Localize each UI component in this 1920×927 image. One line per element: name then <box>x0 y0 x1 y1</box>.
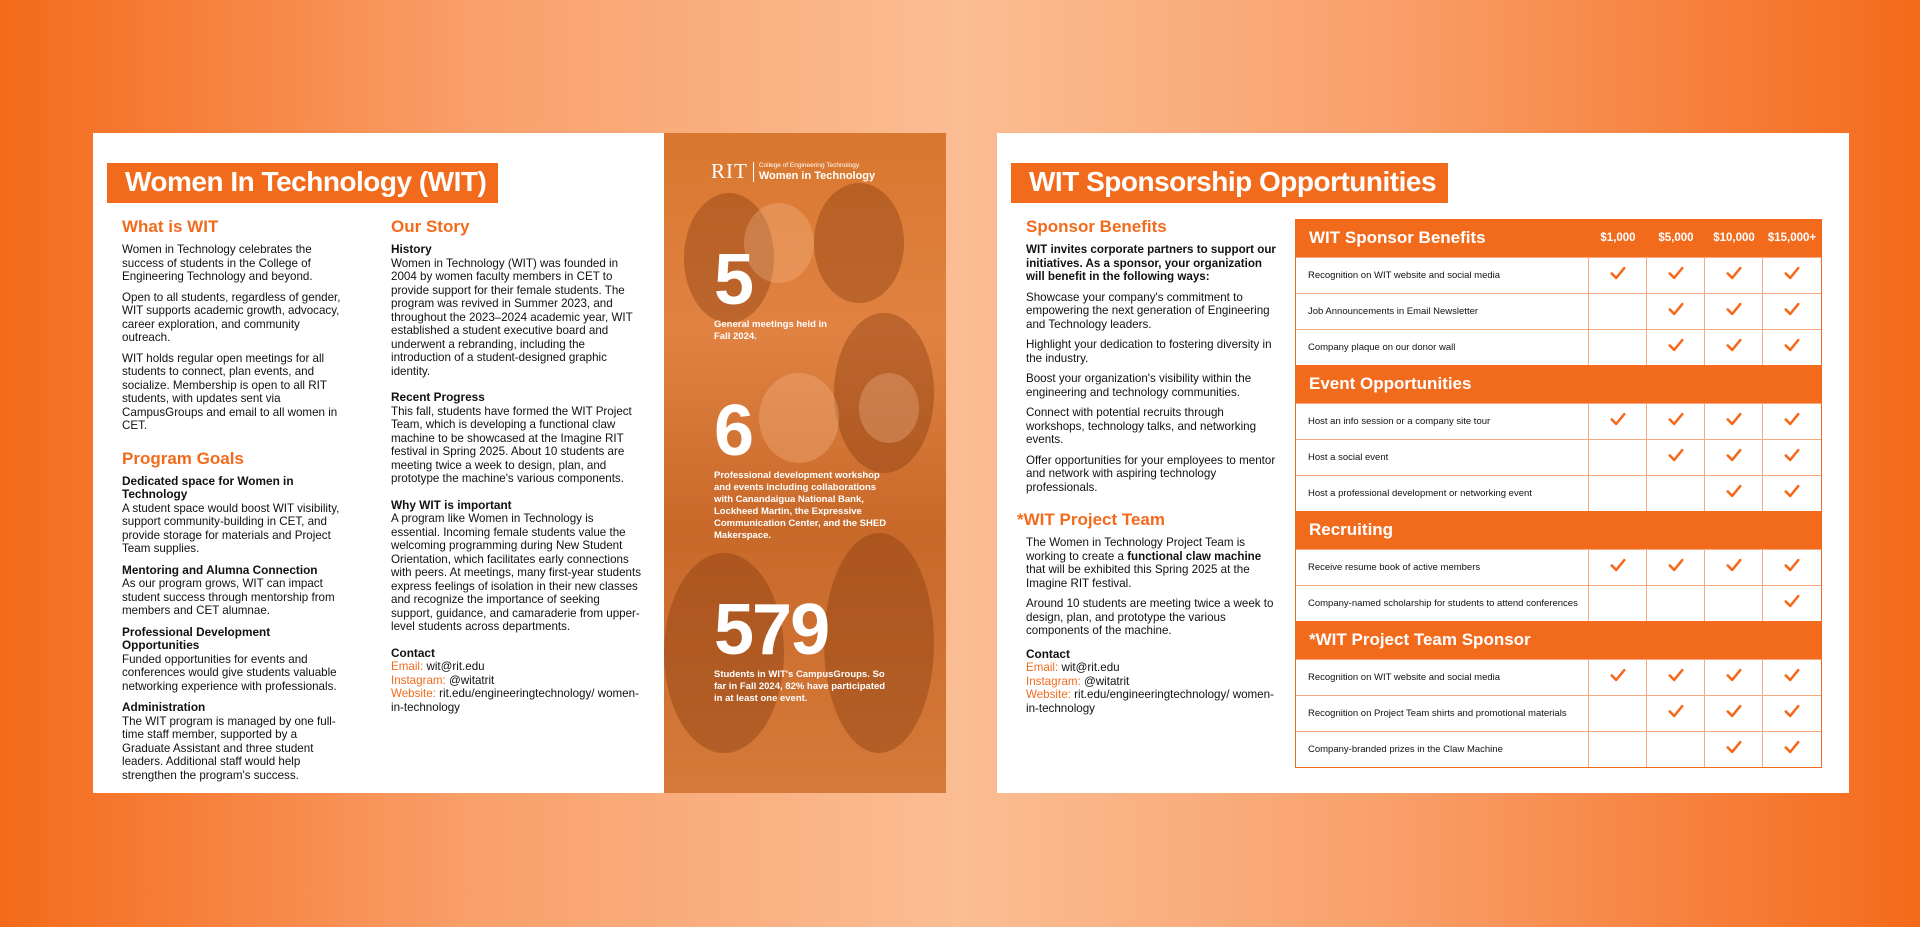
email-label: Email: <box>391 660 424 673</box>
checkmark-icon <box>1725 556 1743 579</box>
project-team-heading <box>1017 510 1276 530</box>
benefit-label: Host a professional development or networking event <box>1296 476 1589 511</box>
table-row <box>1296 659 1821 695</box>
website-link[interactable]: rit.edu/engineeringtechnology/ women-in-technology <box>391 687 639 714</box>
stat-workshops <box>714 391 889 542</box>
contact-block <box>391 647 641 715</box>
empty-cell <box>1589 440 1647 475</box>
email-link[interactable]: wit@rit.edu <box>426 660 485 673</box>
project-text: The Women in Technology Project Team is working to create a <box>1026 536 1246 563</box>
project-paragraph: Around 10 students are meeting twice a week to design, plan, and prototype the various components of the machine. <box>1026 597 1274 637</box>
checkmark-icon <box>1725 446 1743 469</box>
left-column <box>122 217 342 790</box>
website-label: Website: <box>1026 688 1071 701</box>
checkmark-icon <box>1667 410 1685 433</box>
empty-cell <box>1647 476 1705 511</box>
benefit-label: Receive resume book of active members <box>1296 550 1589 585</box>
sponsorship-table <box>1295 219 1822 768</box>
checkmark-cell <box>1763 330 1821 365</box>
story-text: This fall, students have formed the WIT Project Team, which is developing a functional claw machine to be showcased at the Imagine RIT festival in Spring 2025. About 10 students are meeting twice a week to design, plan, and prototype the machine's various components. <box>391 404 632 485</box>
tier-header: $5,000 <box>1658 232 1694 244</box>
sponsorship-panel <box>997 133 1849 793</box>
section-title: *WIT Project Team Sponsor <box>1309 630 1531 649</box>
checkmark-cell <box>1763 476 1821 511</box>
table-row <box>1296 293 1821 329</box>
checkmark-icon <box>1725 410 1743 433</box>
contact-title: Contact <box>391 645 435 660</box>
checkmark-icon <box>1725 702 1743 725</box>
empty-cell <box>1705 586 1763 621</box>
stat-students <box>714 590 889 705</box>
tier-header: $1,000 <box>1600 232 1636 244</box>
project-team-heading-text: WIT Project Team <box>1023 510 1166 529</box>
checkmark-icon <box>1783 666 1801 689</box>
website-link[interactable]: rit.edu/engineeringtechnology/ women-in-technology <box>1026 688 1274 715</box>
story-text: Women in Technology (WIT) was founded in 2004 by women faculty members in CET to provide support for their female students. The program was revived in Summer 2023, and throughout the 2023–2024 academic year, WIT established a student executive board and underwent a rebranding, including the introduction of a student-designed graphic identity. <box>391 256 633 378</box>
checkmark-icon <box>1667 300 1685 323</box>
what-is-paragraph: WIT holds regular open meetings for all students to connect, plan events, and socialize. Membership is open to all RIT students, with updates sent via CampusGroups and email to all women in CET. <box>122 351 338 432</box>
stat-caption: General meetings held in Fall 2024. <box>714 319 827 342</box>
benefit-label: Company-named scholarship for students to attend conferences <box>1296 586 1589 621</box>
checkmark-cell <box>1647 440 1705 475</box>
checkmark-cell <box>1763 660 1821 695</box>
goal-title: Professional Development Opportunities <box>122 624 271 652</box>
page-title: Women In Technology (WIT) <box>113 163 498 203</box>
checkmark-cell <box>1763 696 1821 731</box>
stat-number: 6 <box>714 391 753 471</box>
checkmark-icon <box>1783 300 1801 323</box>
checkmark-cell <box>1763 586 1821 621</box>
checkmark-cell <box>1589 660 1647 695</box>
instagram-label: Instagram: <box>1026 674 1081 688</box>
stat-caption: Professional development workshop and events including collaborations with Canandaigua National Bank, Lockheed Martin, the Expressive Communication Center, and the SHED Makerspace. <box>714 470 887 541</box>
checkmark-cell <box>1705 258 1763 293</box>
table-row <box>1296 257 1821 293</box>
stat-number: 5 <box>714 240 753 320</box>
asterisk: * <box>1017 510 1024 529</box>
table-row <box>1296 475 1821 511</box>
story-title: Why WIT is important <box>391 497 512 512</box>
checkmark-icon <box>1667 264 1685 287</box>
checkmark-cell <box>1705 550 1763 585</box>
checkmark-icon <box>1609 666 1627 689</box>
instagram-link[interactable]: @witatrit <box>1084 674 1130 688</box>
goal-item <box>122 701 342 782</box>
section-title: Event Opportunities <box>1309 374 1472 393</box>
checkmark-cell <box>1647 404 1705 439</box>
benefit-label: Host an info session or a company site tour <box>1296 404 1589 439</box>
checkmark-icon <box>1783 446 1801 469</box>
checkmark-cell <box>1647 258 1705 293</box>
checkmark-icon <box>1783 482 1801 505</box>
empty-cell <box>1589 586 1647 621</box>
project-text: that will be exhibited this Spring 2025 at the Imagine RIT festival. <box>1026 563 1250 590</box>
what-is-paragraph: Women in Technology celebrates the success of students in the College of Engineering Technology and beyond. <box>122 243 313 283</box>
checkmark-icon <box>1783 702 1801 725</box>
goal-text: A student space would boost WIT visibility, support community-building in CET, and provide storage for materials and Project Team supplies. <box>122 501 340 555</box>
checkmark-icon <box>1667 666 1685 689</box>
table-section-header <box>1296 511 1821 549</box>
stat-meetings <box>714 240 844 343</box>
story-column <box>391 217 641 714</box>
story-title: History <box>391 242 432 256</box>
checkmark-cell <box>1589 258 1647 293</box>
checkmark-icon <box>1667 702 1685 725</box>
table-row <box>1296 585 1821 621</box>
empty-cell <box>1589 294 1647 329</box>
checkmark-cell <box>1705 294 1763 329</box>
goal-item <box>122 564 342 618</box>
checkmark-cell <box>1763 404 1821 439</box>
table-row <box>1296 695 1821 731</box>
benefit-paragraph: Connect with potential recruits through workshops, technology talks, and networking events. <box>1026 406 1257 446</box>
checkmark-cell <box>1589 550 1647 585</box>
checkmark-icon <box>1783 738 1801 761</box>
instagram-link[interactable]: @witatrit <box>449 673 495 687</box>
goal-item <box>122 475 342 556</box>
table-section-header <box>1296 621 1821 659</box>
benefit-label: Company-branded prizes in the Claw Machine <box>1296 732 1589 767</box>
benefit-label: Recognition on Project Team shirts and promotional materials <box>1296 696 1589 731</box>
checkmark-icon <box>1609 410 1627 433</box>
checkmark-cell <box>1589 404 1647 439</box>
section-title: WIT Sponsor Benefits <box>1309 228 1486 247</box>
table-section-header <box>1296 365 1821 403</box>
empty-cell <box>1589 476 1647 511</box>
goal-text: Funded opportunities for events and conferences would give students valuable networking experience with professionals. <box>122 652 337 693</box>
table-row <box>1296 731 1821 767</box>
stat-caption: Students in WIT's CampusGroups. So far in Fall 2024, 82% have participated in at least one event. <box>714 669 886 704</box>
project-text-bold: functional claw machine <box>1127 549 1262 563</box>
checkmark-icon <box>1783 264 1801 287</box>
benefit-label: Job Announcements in Email Newsletter <box>1296 294 1589 329</box>
checkmark-cell <box>1763 258 1821 293</box>
contact-title: Contact <box>1026 646 1070 661</box>
story-text: A program like Women in Technology is essential. Incoming female students value the welcoming programming during New Student Orientation, which facilitates early connections with peers. At meetings, many first-year students express feelings of isolation in their new classes and recognize the importance of seeking support, guidance, and camaraderie from upper-level students across departments. <box>391 512 642 633</box>
checkmark-cell <box>1647 660 1705 695</box>
goal-title: Administration <box>122 700 206 714</box>
checkmark-icon <box>1783 410 1801 433</box>
tier-header: $15,000+ <box>1767 232 1817 244</box>
benefit-label: Recognition on WIT website and social media <box>1296 660 1589 695</box>
checkmark-cell <box>1647 696 1705 731</box>
empty-cell <box>1589 696 1647 731</box>
checkmark-cell <box>1705 696 1763 731</box>
benefit-paragraph: Boost your organization's visibility within the engineering and technology communities. <box>1026 372 1252 399</box>
program-goals-heading: Program Goals <box>122 448 244 468</box>
benefits-intro: WIT invites corporate partners to support our initiatives. As a sponsor, your organization will benefit in the following ways: <box>1026 243 1276 283</box>
table-row <box>1296 549 1821 585</box>
sponsorship-title: WIT Sponsorship Opportunities <box>1017 163 1448 203</box>
story-item <box>391 391 641 486</box>
table-row <box>1296 329 1821 365</box>
email-label: Email: <box>1026 661 1059 674</box>
checkmark-icon <box>1783 592 1801 615</box>
tier-header: $10,000 <box>1713 232 1755 244</box>
goal-text: The WIT program is managed by one full-time staff member, supported by a Graduate Assistant and three student leaders. Additional staff would help strengthen the program's success. <box>122 714 336 782</box>
checkmark-cell <box>1647 294 1705 329</box>
section-title: Recruiting <box>1309 520 1394 539</box>
benefits-column <box>1017 217 1276 715</box>
checkmark-icon <box>1725 738 1743 761</box>
checkmark-cell <box>1705 440 1763 475</box>
website-label: Website: <box>391 687 436 700</box>
rit-logo <box>711 159 875 184</box>
stat-number: 579 <box>714 590 829 670</box>
goal-item <box>122 626 342 694</box>
benefit-label: Host a social event <box>1296 440 1589 475</box>
checkmark-cell <box>1705 476 1763 511</box>
checkmark-icon <box>1725 264 1743 287</box>
goal-title: Mentoring and Alumna Connection <box>122 562 318 577</box>
empty-cell <box>1589 732 1647 767</box>
checkmark-cell <box>1705 732 1763 767</box>
what-is-heading: What is WIT <box>122 217 219 236</box>
checkmark-cell <box>1705 404 1763 439</box>
empty-cell <box>1589 330 1647 365</box>
checkmark-cell <box>1763 440 1821 475</box>
checkmark-icon <box>1609 556 1627 579</box>
contact-block <box>1026 648 1276 716</box>
checkmark-icon <box>1725 336 1743 359</box>
story-title: Recent Progress <box>391 390 485 404</box>
empty-cell <box>1647 732 1705 767</box>
goal-title: Dedicated space for Women in Technology <box>122 473 294 501</box>
benefit-label: Recognition on WIT website and social media <box>1296 258 1589 293</box>
our-story-heading: Our Story <box>391 217 470 236</box>
checkmark-cell <box>1763 732 1821 767</box>
checkmark-cell <box>1763 294 1821 329</box>
table-row <box>1296 439 1821 475</box>
empty-cell <box>1647 586 1705 621</box>
checkmark-icon <box>1783 336 1801 359</box>
instagram-label: Instagram: <box>391 673 446 687</box>
benefit-label: Company plaque on our donor wall <box>1296 330 1589 365</box>
checkmark-icon <box>1783 556 1801 579</box>
story-item <box>391 499 641 634</box>
checkmark-icon <box>1725 300 1743 323</box>
checkmark-icon <box>1725 482 1743 505</box>
checkmark-cell <box>1705 660 1763 695</box>
college-name: College of Engineering Technology <box>758 162 860 169</box>
benefit-paragraph: Showcase your company's commitment to empowering the next generation of Engineering and Technology leaders. <box>1026 290 1270 331</box>
goal-text: As our program grows, WIT can impact student success through mentorship from members and CET alumnae. <box>122 577 335 617</box>
checkmark-cell <box>1763 550 1821 585</box>
story-item <box>391 243 641 378</box>
rit-wordmark: RIT <box>711 159 748 183</box>
checkmark-icon <box>1667 556 1685 579</box>
sponsor-benefits-heading: Sponsor Benefits <box>1026 217 1167 236</box>
checkmark-cell <box>1647 550 1705 585</box>
what-is-paragraph: Open to all students, regardless of gender, WIT supports academic growth, advocacy, career exploration, and community outreach. <box>122 290 341 344</box>
table-row <box>1296 403 1821 439</box>
checkmark-cell <box>1647 330 1705 365</box>
checkmark-cell <box>1705 330 1763 365</box>
project-paragraph <box>1026 536 1276 590</box>
students-photo-panel <box>664 133 946 793</box>
benefit-paragraph: Highlight your dedication to fostering diversity in the industry. <box>1026 338 1272 365</box>
benefit-paragraph: Offer opportunities for your employees to mentor and network with aspiring technology professionals. <box>1026 453 1276 494</box>
checkmark-icon <box>1667 336 1685 359</box>
wit-overview-panel <box>93 133 946 793</box>
table-section-header <box>1296 219 1821 257</box>
email-link[interactable]: wit@rit.edu <box>1061 661 1120 674</box>
program-name: Women in Technology <box>758 170 876 182</box>
checkmark-icon <box>1667 446 1685 469</box>
checkmark-icon <box>1609 264 1627 287</box>
checkmark-icon <box>1725 666 1743 689</box>
